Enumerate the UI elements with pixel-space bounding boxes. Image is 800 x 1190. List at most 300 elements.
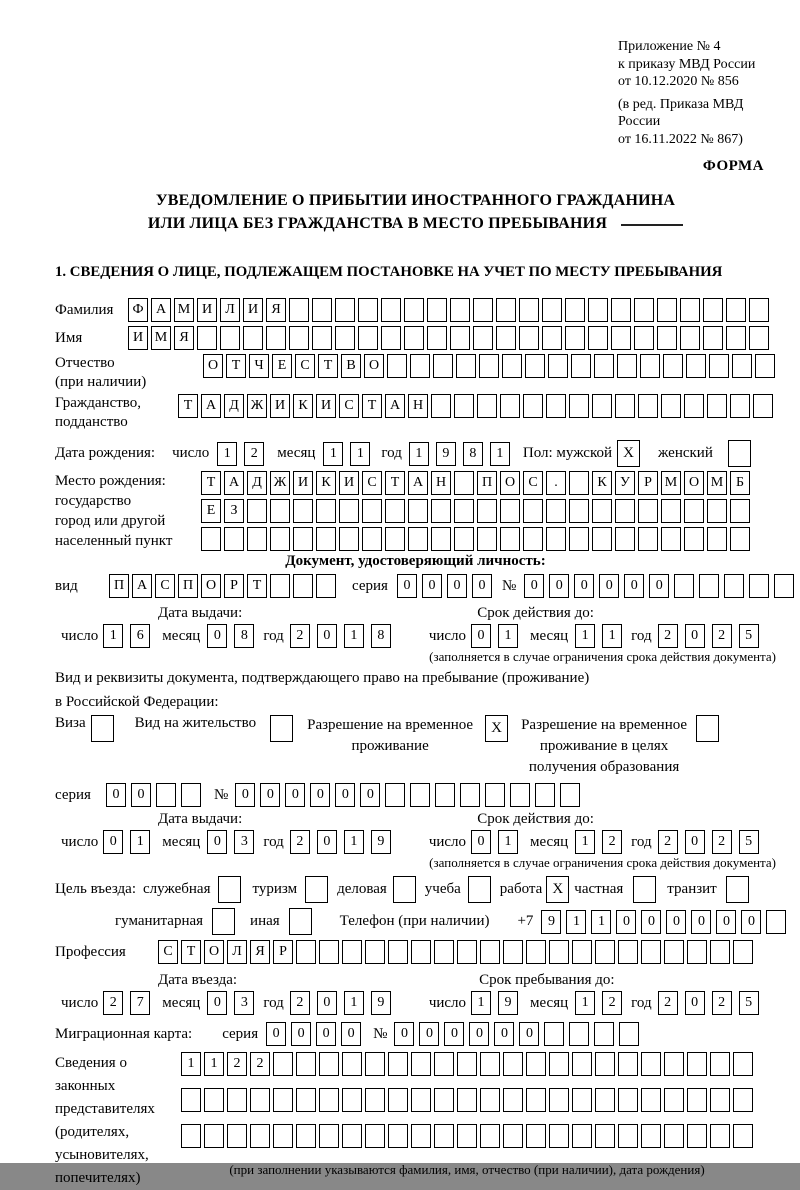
char-cell[interactable]: [641, 1052, 661, 1076]
char-cell[interactable]: [358, 298, 378, 322]
char-cell[interactable]: [480, 1124, 500, 1148]
char-cell[interactable]: [569, 499, 589, 523]
char-cell[interactable]: Т: [318, 354, 338, 378]
char-cell[interactable]: 1: [591, 910, 611, 934]
char-cell[interactable]: [503, 940, 523, 964]
char-cell[interactable]: 9: [371, 830, 391, 854]
char-cell[interactable]: 9: [371, 991, 391, 1015]
char-cell[interactable]: [388, 1124, 408, 1148]
char-cell[interactable]: Е: [272, 354, 292, 378]
char-cell[interactable]: 3: [234, 991, 254, 1015]
char-cell[interactable]: [707, 499, 727, 523]
char-cell[interactable]: 2: [244, 442, 264, 466]
char-cell[interactable]: [273, 1052, 293, 1076]
char-cell[interactable]: [457, 940, 477, 964]
char-cell[interactable]: [749, 326, 769, 350]
char-cell[interactable]: 0: [741, 910, 761, 934]
char-cell[interactable]: [227, 1124, 247, 1148]
char-cell[interactable]: 1: [350, 442, 370, 466]
char-cell[interactable]: [680, 298, 700, 322]
char-cell[interactable]: [526, 940, 546, 964]
char-cell[interactable]: [381, 326, 401, 350]
char-cell[interactable]: [500, 527, 520, 551]
char-cell[interactable]: С: [362, 471, 382, 495]
char-cell[interactable]: [289, 298, 309, 322]
char-cell[interactable]: 9: [498, 991, 518, 1015]
char-cell[interactable]: [485, 783, 505, 807]
char-cell[interactable]: [546, 394, 566, 418]
char-cell[interactable]: [319, 1088, 339, 1112]
char-cell[interactable]: [365, 1124, 385, 1148]
char-cell[interactable]: Р: [273, 940, 293, 964]
char-cell[interactable]: П: [477, 471, 497, 495]
char-cell[interactable]: [572, 1052, 592, 1076]
char-cell[interactable]: [342, 940, 362, 964]
char-cell[interactable]: [365, 1052, 385, 1076]
char-cell[interactable]: [408, 527, 428, 551]
char-cell[interactable]: [546, 499, 566, 523]
char-cell[interactable]: [431, 499, 451, 523]
char-cell[interactable]: 1: [217, 442, 237, 466]
char-cell[interactable]: [687, 1124, 707, 1148]
char-cell[interactable]: 0: [131, 783, 151, 807]
purpose-private-checkbox[interactable]: [633, 876, 656, 903]
char-cell[interactable]: 8: [234, 624, 254, 648]
char-cell[interactable]: [293, 527, 313, 551]
char-cell[interactable]: [404, 298, 424, 322]
char-cell[interactable]: 0: [641, 910, 661, 934]
char-cell[interactable]: [450, 326, 470, 350]
char-cell[interactable]: [733, 1052, 753, 1076]
char-cell[interactable]: 8: [371, 624, 391, 648]
char-cell[interactable]: [457, 1052, 477, 1076]
char-cell[interactable]: [454, 471, 474, 495]
char-cell[interactable]: [755, 354, 775, 378]
char-cell[interactable]: [477, 499, 497, 523]
char-cell[interactable]: О: [201, 574, 221, 598]
char-cell[interactable]: [657, 298, 677, 322]
char-cell[interactable]: [572, 940, 592, 964]
char-cell[interactable]: 0: [103, 830, 123, 854]
char-cell[interactable]: 0: [207, 991, 227, 1015]
char-cell[interactable]: [595, 1124, 615, 1148]
char-cell[interactable]: [733, 940, 753, 964]
char-cell[interactable]: А: [408, 471, 428, 495]
char-cell[interactable]: 0: [317, 830, 337, 854]
char-cell[interactable]: И: [316, 394, 336, 418]
char-cell[interactable]: [544, 1022, 564, 1046]
char-cell[interactable]: 2: [602, 830, 622, 854]
char-cell[interactable]: [542, 298, 562, 322]
char-cell[interactable]: О: [684, 471, 704, 495]
char-cell[interactable]: [335, 298, 355, 322]
char-cell[interactable]: [710, 1088, 730, 1112]
char-cell[interactable]: [595, 1088, 615, 1112]
char-cell[interactable]: [526, 1052, 546, 1076]
char-cell[interactable]: 1: [409, 442, 429, 466]
char-cell[interactable]: Т: [181, 940, 201, 964]
char-cell[interactable]: 2: [712, 830, 732, 854]
char-cell[interactable]: [684, 499, 704, 523]
char-cell[interactable]: [201, 527, 221, 551]
char-cell[interactable]: 1: [181, 1052, 201, 1076]
char-cell[interactable]: И: [243, 298, 263, 322]
char-cell[interactable]: 0: [341, 1022, 361, 1046]
char-cell[interactable]: 2: [712, 624, 732, 648]
char-cell[interactable]: Д: [224, 394, 244, 418]
char-cell[interactable]: [664, 1088, 684, 1112]
char-cell[interactable]: Ж: [247, 394, 267, 418]
visa-checkbox[interactable]: [91, 715, 114, 742]
char-cell[interactable]: О: [364, 354, 384, 378]
char-cell[interactable]: [243, 326, 263, 350]
char-cell[interactable]: [388, 1088, 408, 1112]
char-cell[interactable]: [753, 394, 773, 418]
char-cell[interactable]: [342, 1088, 362, 1112]
char-cell[interactable]: [519, 298, 539, 322]
char-cell[interactable]: [766, 910, 786, 934]
sex-female-checkbox[interactable]: [728, 440, 751, 467]
char-cell[interactable]: 0: [291, 1022, 311, 1046]
char-cell[interactable]: [542, 326, 562, 350]
char-cell[interactable]: [427, 298, 447, 322]
char-cell[interactable]: [733, 1124, 753, 1148]
char-cell[interactable]: [641, 1124, 661, 1148]
char-cell[interactable]: [342, 1124, 362, 1148]
char-cell[interactable]: 1: [575, 624, 595, 648]
char-cell[interactable]: [339, 499, 359, 523]
char-cell[interactable]: Л: [227, 940, 247, 964]
char-cell[interactable]: [404, 326, 424, 350]
char-cell[interactable]: 0: [685, 830, 705, 854]
char-cell[interactable]: [749, 298, 769, 322]
char-cell[interactable]: [680, 326, 700, 350]
char-cell[interactable]: [385, 527, 405, 551]
char-cell[interactable]: [592, 527, 612, 551]
char-cell[interactable]: [618, 940, 638, 964]
char-cell[interactable]: Ч: [249, 354, 269, 378]
char-cell[interactable]: [730, 527, 750, 551]
char-cell[interactable]: [526, 1088, 546, 1112]
char-cell[interactable]: [460, 783, 480, 807]
char-cell[interactable]: [434, 1124, 454, 1148]
char-cell[interactable]: [594, 354, 614, 378]
char-cell[interactable]: [687, 940, 707, 964]
char-cell[interactable]: 1: [602, 624, 622, 648]
char-cell[interactable]: [473, 326, 493, 350]
char-cell[interactable]: [510, 783, 530, 807]
char-cell[interactable]: [664, 1052, 684, 1076]
char-cell[interactable]: [502, 354, 522, 378]
char-cell[interactable]: [535, 783, 555, 807]
char-cell[interactable]: Л: [220, 298, 240, 322]
char-cell[interactable]: [684, 527, 704, 551]
char-cell[interactable]: [408, 499, 428, 523]
char-cell[interactable]: 0: [519, 1022, 539, 1046]
char-cell[interactable]: 0: [471, 624, 491, 648]
char-cell[interactable]: 0: [316, 1022, 336, 1046]
char-cell[interactable]: [707, 394, 727, 418]
char-cell[interactable]: 9: [541, 910, 561, 934]
purpose-work-checkbox[interactable]: X: [546, 876, 569, 903]
char-cell[interactable]: [615, 527, 635, 551]
char-cell[interactable]: [454, 527, 474, 551]
char-cell[interactable]: [433, 354, 453, 378]
temp-residence-checkbox[interactable]: X: [485, 715, 508, 742]
char-cell[interactable]: 1: [498, 624, 518, 648]
char-cell[interactable]: [699, 574, 719, 598]
char-cell[interactable]: 0: [285, 783, 305, 807]
char-cell[interactable]: [546, 527, 566, 551]
char-cell[interactable]: [296, 1088, 316, 1112]
char-cell[interactable]: В: [341, 354, 361, 378]
char-cell[interactable]: 2: [658, 830, 678, 854]
char-cell[interactable]: [480, 1088, 500, 1112]
char-cell[interactable]: 1: [498, 830, 518, 854]
char-cell[interactable]: О: [204, 940, 224, 964]
purpose-other-checkbox[interactable]: [289, 908, 312, 935]
char-cell[interactable]: [618, 1124, 638, 1148]
char-cell[interactable]: [618, 1088, 638, 1112]
char-cell[interactable]: 0: [666, 910, 686, 934]
char-cell[interactable]: Р: [638, 471, 658, 495]
char-cell[interactable]: 2: [712, 991, 732, 1015]
char-cell[interactable]: Т: [201, 471, 221, 495]
char-cell[interactable]: С: [158, 940, 178, 964]
char-cell[interactable]: Я: [174, 326, 194, 350]
char-cell[interactable]: [385, 499, 405, 523]
char-cell[interactable]: [503, 1124, 523, 1148]
char-cell[interactable]: [358, 326, 378, 350]
char-cell[interactable]: Р: [224, 574, 244, 598]
char-cell[interactable]: [500, 499, 520, 523]
char-cell[interactable]: О: [500, 471, 520, 495]
char-cell[interactable]: [224, 527, 244, 551]
char-cell[interactable]: 0: [649, 574, 669, 598]
char-cell[interactable]: 1: [344, 991, 364, 1015]
char-cell[interactable]: [638, 527, 658, 551]
char-cell[interactable]: [388, 940, 408, 964]
char-cell[interactable]: [560, 783, 580, 807]
char-cell[interactable]: [619, 1022, 639, 1046]
char-cell[interactable]: К: [316, 471, 336, 495]
char-cell[interactable]: 6: [130, 624, 150, 648]
char-cell[interactable]: [588, 298, 608, 322]
char-cell[interactable]: [595, 1052, 615, 1076]
char-cell[interactable]: [684, 394, 704, 418]
char-cell[interactable]: И: [128, 326, 148, 350]
char-cell[interactable]: [549, 1124, 569, 1148]
char-cell[interactable]: 0: [419, 1022, 439, 1046]
char-cell[interactable]: 7: [130, 991, 150, 1015]
char-cell[interactable]: [709, 354, 729, 378]
char-cell[interactable]: [634, 326, 654, 350]
char-cell[interactable]: У: [615, 471, 635, 495]
char-cell[interactable]: А: [151, 298, 171, 322]
char-cell[interactable]: И: [270, 394, 290, 418]
char-cell[interactable]: [615, 499, 635, 523]
char-cell[interactable]: 1: [566, 910, 586, 934]
char-cell[interactable]: П: [109, 574, 129, 598]
char-cell[interactable]: [204, 1088, 224, 1112]
char-cell[interactable]: [565, 298, 585, 322]
char-cell[interactable]: Ф: [128, 298, 148, 322]
char-cell[interactable]: [273, 1124, 293, 1148]
char-cell[interactable]: [316, 499, 336, 523]
char-cell[interactable]: Т: [247, 574, 267, 598]
char-cell[interactable]: [296, 940, 316, 964]
residence-permit-checkbox[interactable]: [270, 715, 293, 742]
char-cell[interactable]: [410, 354, 430, 378]
char-cell[interactable]: Т: [385, 471, 405, 495]
char-cell[interactable]: [640, 354, 660, 378]
char-cell[interactable]: [732, 354, 752, 378]
char-cell[interactable]: Т: [178, 394, 198, 418]
char-cell[interactable]: 0: [266, 1022, 286, 1046]
char-cell[interactable]: 0: [469, 1022, 489, 1046]
purpose-study-checkbox[interactable]: [468, 876, 491, 903]
char-cell[interactable]: [385, 783, 405, 807]
char-cell[interactable]: 5: [739, 830, 759, 854]
char-cell[interactable]: [686, 354, 706, 378]
char-cell[interactable]: [473, 298, 493, 322]
char-cell[interactable]: 0: [235, 783, 255, 807]
char-cell[interactable]: [572, 1124, 592, 1148]
char-cell[interactable]: [181, 1124, 201, 1148]
char-cell[interactable]: 0: [447, 574, 467, 598]
char-cell[interactable]: [250, 1088, 270, 1112]
char-cell[interactable]: [594, 1022, 614, 1046]
char-cell[interactable]: М: [661, 471, 681, 495]
char-cell[interactable]: Т: [226, 354, 246, 378]
char-cell[interactable]: 0: [685, 624, 705, 648]
char-cell[interactable]: 0: [207, 830, 227, 854]
char-cell[interactable]: 0: [549, 574, 569, 598]
char-cell[interactable]: 0: [494, 1022, 514, 1046]
char-cell[interactable]: 8: [463, 442, 483, 466]
char-cell[interactable]: [410, 783, 430, 807]
char-cell[interactable]: Д: [247, 471, 267, 495]
char-cell[interactable]: С: [155, 574, 175, 598]
char-cell[interactable]: 2: [658, 991, 678, 1015]
char-cell[interactable]: 2: [658, 624, 678, 648]
char-cell[interactable]: А: [385, 394, 405, 418]
char-cell[interactable]: [270, 574, 290, 598]
char-cell[interactable]: [181, 783, 201, 807]
char-cell[interactable]: 0: [106, 783, 126, 807]
char-cell[interactable]: [434, 1052, 454, 1076]
char-cell[interactable]: 1: [103, 624, 123, 648]
char-cell[interactable]: К: [293, 394, 313, 418]
char-cell[interactable]: И: [197, 298, 217, 322]
char-cell[interactable]: [687, 1088, 707, 1112]
char-cell[interactable]: [411, 1052, 431, 1076]
char-cell[interactable]: [181, 1088, 201, 1112]
char-cell[interactable]: [319, 1052, 339, 1076]
char-cell[interactable]: [523, 527, 543, 551]
char-cell[interactable]: [434, 1088, 454, 1112]
char-cell[interactable]: [661, 394, 681, 418]
char-cell[interactable]: [749, 574, 769, 598]
char-cell[interactable]: [703, 298, 723, 322]
char-cell[interactable]: [362, 527, 382, 551]
char-cell[interactable]: [247, 499, 267, 523]
char-cell[interactable]: 0: [397, 574, 417, 598]
char-cell[interactable]: [548, 354, 568, 378]
char-cell[interactable]: 0: [444, 1022, 464, 1046]
char-cell[interactable]: [227, 1088, 247, 1112]
char-cell[interactable]: [663, 354, 683, 378]
char-cell[interactable]: [549, 1052, 569, 1076]
char-cell[interactable]: А: [201, 394, 221, 418]
char-cell[interactable]: [500, 394, 520, 418]
char-cell[interactable]: 0: [260, 783, 280, 807]
char-cell[interactable]: 2: [103, 991, 123, 1015]
temp-residence-edu-checkbox[interactable]: [696, 715, 719, 742]
char-cell[interactable]: [703, 326, 723, 350]
char-cell[interactable]: 2: [250, 1052, 270, 1076]
char-cell[interactable]: [657, 326, 677, 350]
char-cell[interactable]: [457, 1124, 477, 1148]
char-cell[interactable]: [730, 499, 750, 523]
char-cell[interactable]: [312, 326, 332, 350]
char-cell[interactable]: 0: [317, 991, 337, 1015]
char-cell[interactable]: [588, 326, 608, 350]
char-cell[interactable]: [296, 1124, 316, 1148]
char-cell[interactable]: 5: [739, 991, 759, 1015]
char-cell[interactable]: [592, 499, 612, 523]
char-cell[interactable]: [273, 1088, 293, 1112]
char-cell[interactable]: [316, 527, 336, 551]
char-cell[interactable]: [197, 326, 217, 350]
char-cell[interactable]: [523, 394, 543, 418]
char-cell[interactable]: [480, 940, 500, 964]
char-cell[interactable]: [477, 527, 497, 551]
char-cell[interactable]: [549, 1088, 569, 1112]
char-cell[interactable]: [427, 326, 447, 350]
char-cell[interactable]: [316, 574, 336, 598]
char-cell[interactable]: [411, 1088, 431, 1112]
char-cell[interactable]: [479, 354, 499, 378]
char-cell[interactable]: [454, 499, 474, 523]
char-cell[interactable]: [270, 499, 290, 523]
char-cell[interactable]: [569, 471, 589, 495]
char-cell[interactable]: .: [546, 471, 566, 495]
char-cell[interactable]: 1: [344, 624, 364, 648]
char-cell[interactable]: [634, 298, 654, 322]
char-cell[interactable]: Ж: [270, 471, 290, 495]
char-cell[interactable]: [638, 394, 658, 418]
char-cell[interactable]: 0: [360, 783, 380, 807]
char-cell[interactable]: 0: [691, 910, 711, 934]
char-cell[interactable]: [569, 394, 589, 418]
char-cell[interactable]: С: [523, 471, 543, 495]
char-cell[interactable]: 1: [575, 830, 595, 854]
char-cell[interactable]: 0: [471, 830, 491, 854]
char-cell[interactable]: [617, 354, 637, 378]
char-cell[interactable]: 2: [227, 1052, 247, 1076]
purpose-tourism-checkbox[interactable]: [305, 876, 328, 903]
char-cell[interactable]: [730, 394, 750, 418]
char-cell[interactable]: Я: [266, 298, 286, 322]
char-cell[interactable]: [618, 1052, 638, 1076]
char-cell[interactable]: 0: [716, 910, 736, 934]
char-cell[interactable]: [611, 298, 631, 322]
char-cell[interactable]: [726, 298, 746, 322]
char-cell[interactable]: [526, 1124, 546, 1148]
char-cell[interactable]: З: [224, 499, 244, 523]
char-cell[interactable]: 2: [602, 991, 622, 1015]
